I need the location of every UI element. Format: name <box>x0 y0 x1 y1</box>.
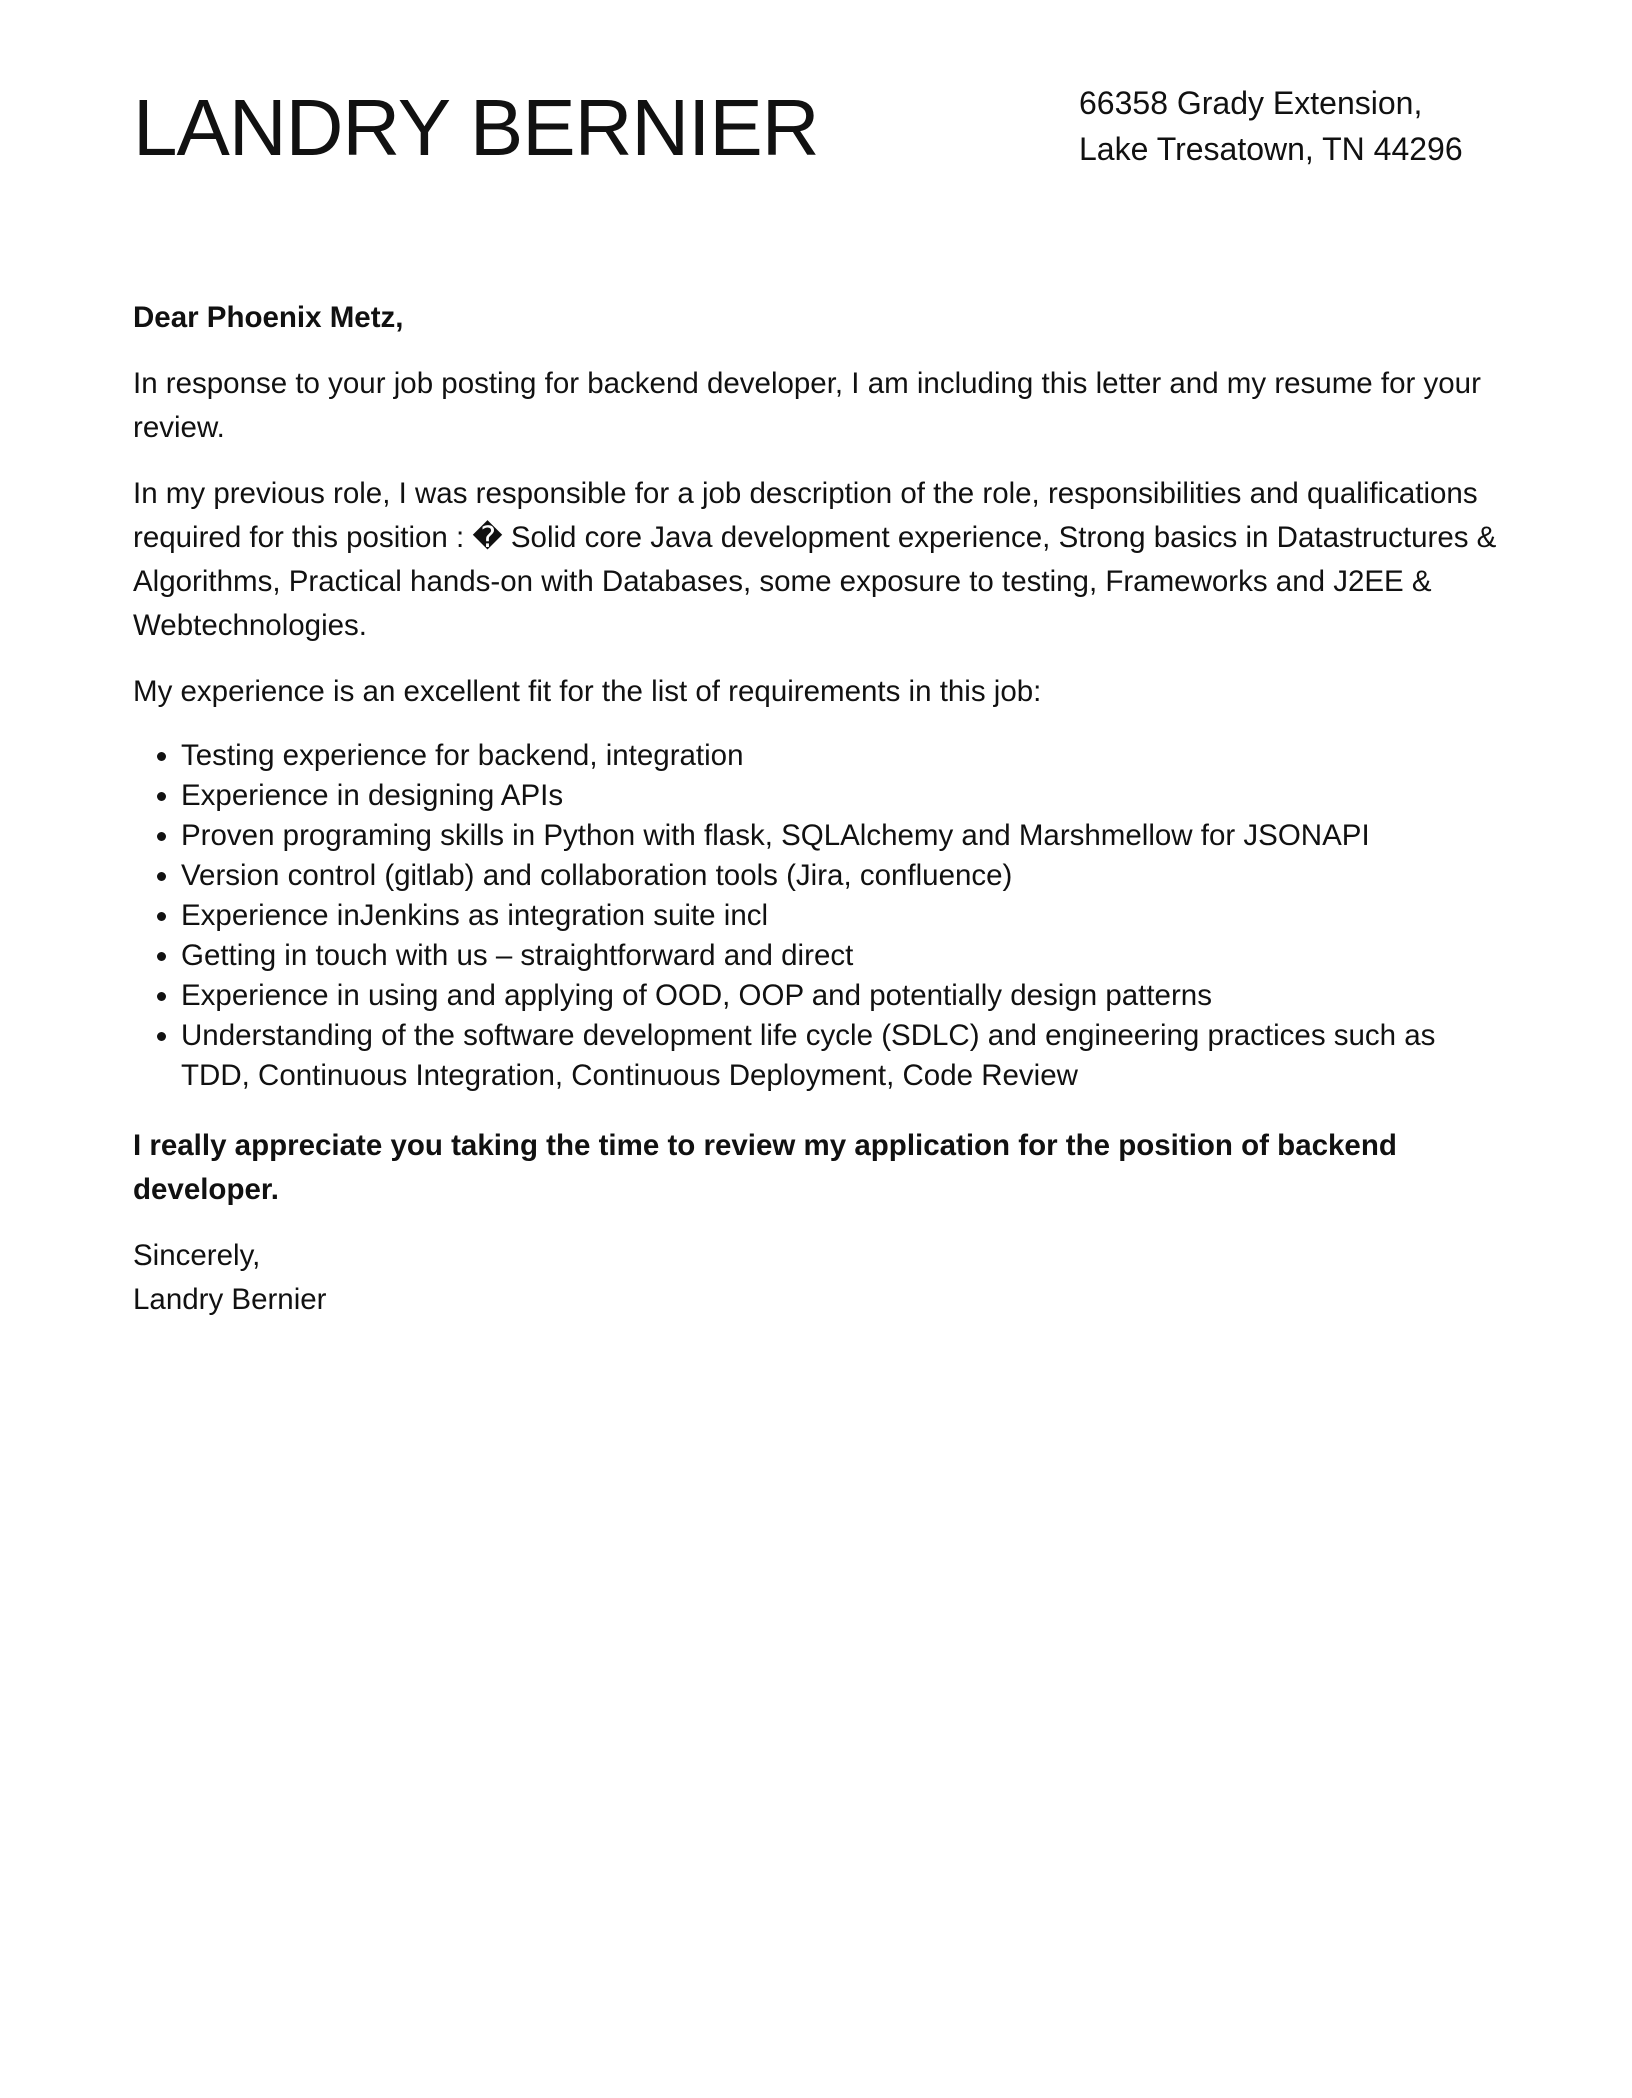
list-item: • Getting in touch with us – straightforward and direct <box>181 936 1499 976</box>
list-item: • Experience inJenkins as integration suite incl <box>181 896 1499 936</box>
requirements-list <box>133 736 1499 1096</box>
signoff-block <box>133 1234 1499 1322</box>
list-item: • Testing experience for backend, integration <box>181 736 1499 776</box>
intro-paragraph: In response to your job posting for backend developer, I am including this letter and my resume for your review. <box>133 367 1481 444</box>
list-item: • Understanding of the software development life cycle (SDLC) and engineering practices such as TDD, Continuous Integration, Continuous Deployment, Code Review <box>181 1016 1499 1096</box>
address-line-1: 66358 Grady Extension, <box>1079 85 1423 121</box>
list-item: • Version control (gitlab) and collaboration tools (Jira, confluence) <box>181 856 1499 896</box>
sender-name: LANDRY BERNIER <box>133 83 819 172</box>
address-line-2: Lake Tresatown, TN 44296 <box>1079 131 1463 167</box>
closing-statement: I really appreciate you taking the time to review my application for the position of backend developer. <box>133 1129 1397 1206</box>
letter-header <box>133 70 1499 190</box>
letter-body <box>133 296 1499 1322</box>
list-item: • Experience in using and applying of OOD, OOP and potentially design patterns <box>181 976 1499 1016</box>
list-item: • Experience in designing APIs <box>181 776 1499 816</box>
sender-address <box>1079 80 1499 172</box>
previous-role-paragraph: In my previous role, I was responsible for a job description of the role, responsibilities and qualifications required for this position : � Solid core Java development experience, Strong basics in Datastructures & Algorithms, Practical hands-on with Databases, some exposure to testing, Frameworks and J2EE & Webtechnologies. <box>133 477 1497 642</box>
fit-paragraph: My experience is an excellent fit for the list of requirements in this job: <box>133 675 1042 708</box>
salutation: Dear Phoenix Metz, <box>133 301 404 334</box>
signoff: Sincerely, <box>133 1239 261 1272</box>
cover-letter-page <box>133 0 1499 2098</box>
list-item: • Proven programing skills in Python with flask, SQLAlchemy and Marshmellow for JSONAPI <box>181 816 1499 856</box>
signature-name: Landry Bernier <box>133 1283 327 1316</box>
